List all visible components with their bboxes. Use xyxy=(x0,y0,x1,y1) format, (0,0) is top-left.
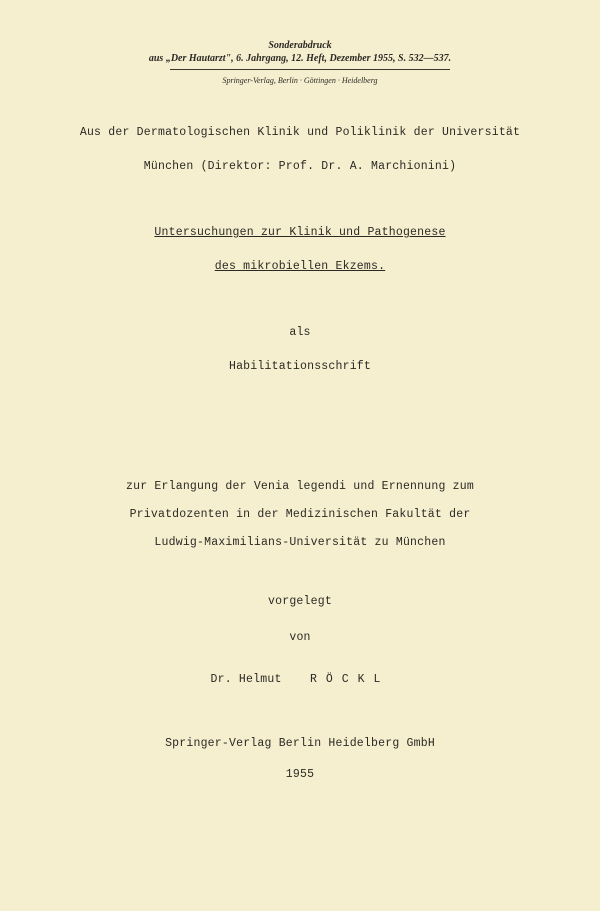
purpose-line-1: zur Erlangung der Venia legendi und Ernennung zum xyxy=(126,480,474,493)
institution-line-2: München (Direktor: Prof. Dr. A. Marchionini) xyxy=(143,160,457,173)
offprint-label: Sonderabdruck xyxy=(268,40,332,51)
publisher: Springer-Verlag Berlin Heidelberg GmbH xyxy=(165,737,435,750)
institution-line-1: Aus der Dermatologischen Klinik und Poliklinik der Universität xyxy=(79,126,521,139)
publication-year: 1955 xyxy=(285,768,315,781)
purpose-line-2: Privatdozenten in der Medizinischen Fakultät der xyxy=(129,508,471,521)
als-text: als xyxy=(289,326,311,339)
thesis-type: Habilitationsschrift xyxy=(228,360,372,373)
author-surname: RÖCKL xyxy=(309,673,390,686)
author-line xyxy=(0,673,600,686)
von-text: von xyxy=(289,631,311,644)
purpose-line-3: Ludwig-Maximilians-Universität zu München xyxy=(154,536,446,549)
offprint-source: aus „Der Hautarzt", 6. Jahrgang, 12. Heft, Dezember 1955, S. 532—537. xyxy=(148,53,452,64)
vorgelegt-text: vorgelegt xyxy=(268,595,332,608)
offprint-publisher: Springer-Verlag, Berlin · Göttingen · Heidelberg xyxy=(222,76,378,85)
offprint-divider xyxy=(170,69,450,70)
title-line-2: des mikrobiellen Ekzems. xyxy=(214,260,386,273)
title-line-1: Untersuchungen zur Klinik und Pathogenese xyxy=(154,226,446,239)
author-prefix: Dr. Helmut xyxy=(210,673,282,686)
